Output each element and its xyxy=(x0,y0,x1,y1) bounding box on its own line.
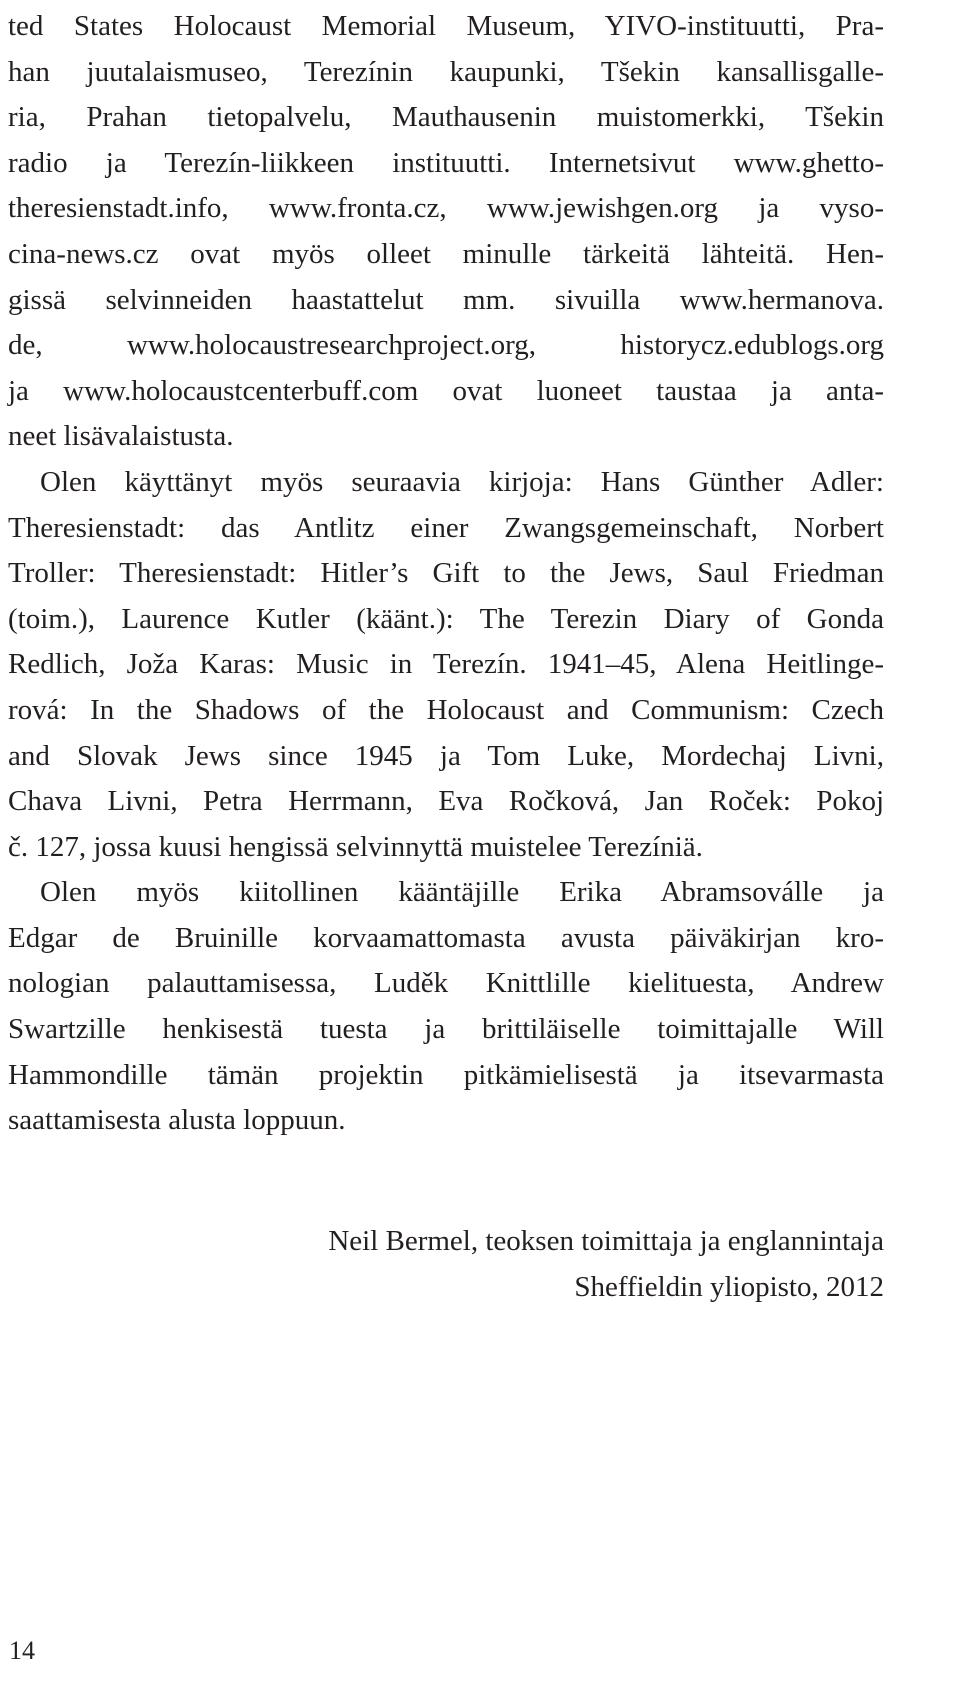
text-line: han juutalaismuseo, Terezínin kaupunki, Tšekin kansallisgalle- xyxy=(8,55,884,88)
text-line: Swartzille henkisestä tuesta ja brittiläiselle toimittajalle Will xyxy=(8,1013,884,1046)
text-line: Edgar de Bruinille korvaamattomasta avusta päiväkirjan kro- xyxy=(8,921,884,954)
paragraph-sources xyxy=(8,0,884,460)
text-line: saattamisesta alusta loppuun. xyxy=(8,1104,346,1137)
text-line: ria, Prahan tietopalvelu, Mauthausenin muistomerkki, Tšekin xyxy=(8,101,884,134)
page-content xyxy=(8,0,884,1144)
text-line: gissä selvinneiden haastattelut mm. sivuilla www.hermanova. xyxy=(8,283,884,316)
text-line: theresienstadt.info, www.fronta.cz, www.jewishgen.org ja vyso- xyxy=(8,192,884,225)
text-line: Troller: Theresienstadt: Hitler’s Gift to the Jews, Saul Friedman xyxy=(8,557,884,590)
text-line: ted States Holocaust Memorial Museum, YIVO-instituutti, Pra- xyxy=(8,10,884,42)
text-line: ja www.holocaustcenterbuff.com ovat luoneet taustaa ja anta- xyxy=(8,374,884,407)
text-line: Redlich, Joža Karas: Music in Terezín. 1941–45, Alena Heitlinge- xyxy=(8,648,884,681)
text-line: cina-news.cz ovat myös olleet minulle tärkeitä lähteitä. Hen- xyxy=(8,237,884,270)
signature-block xyxy=(8,1219,884,1310)
text-line: neet lisävalaistusta. xyxy=(8,420,234,453)
text-line: Chava Livni, Petra Herrmann, Eva Ročková, Jan Roček: Pokoj xyxy=(8,785,884,818)
text-line: radio ja Terezín-liikkeen instituutti. Internetsivut www.ghetto- xyxy=(8,146,884,179)
text-line: Hammondille tämän projektin pitkämielisestä ja itsevarmasta xyxy=(8,1058,884,1091)
page-number: 14 xyxy=(9,1636,35,1665)
signature-affiliation: Sheffieldin yliopisto, 2012 xyxy=(574,1270,884,1303)
paragraph-thanks xyxy=(8,870,884,1144)
text-line: de, www.holocaustresearchproject.org, historycz.edublogs.org xyxy=(8,329,884,362)
text-line: nologian palauttamisessa, Luděk Knittlille kielituesta, Andrew xyxy=(8,967,884,1000)
text-line: Olen käyttänyt myös seuraavia kirjoja: Hans Günther Adler: xyxy=(40,465,884,498)
text-line: Olen myös kiitollinen kääntäjille Erika Abramsoválle ja xyxy=(40,876,884,909)
text-line: č. 127, jossa kuusi hengissä selvinnyttä muistelee Terezíniä. xyxy=(8,830,703,863)
signature-name: Neil Bermel, teoksen toimittaja ja englannintaja xyxy=(328,1225,884,1257)
text-line: rová: In the Shadows of the Holocaust and Communism: Czech xyxy=(8,693,884,726)
text-line: and Slovak Jews since 1945 ja Tom Luke, Mordechaj Livni, xyxy=(8,739,884,772)
paragraph-books xyxy=(8,460,884,870)
text-line: (toim.), Laurence Kutler (käänt.): The Terezin Diary of Gonda xyxy=(8,602,884,635)
text-line: Theresienstadt: das Antlitz einer Zwangsgemeinschaft, Norbert xyxy=(8,511,884,544)
